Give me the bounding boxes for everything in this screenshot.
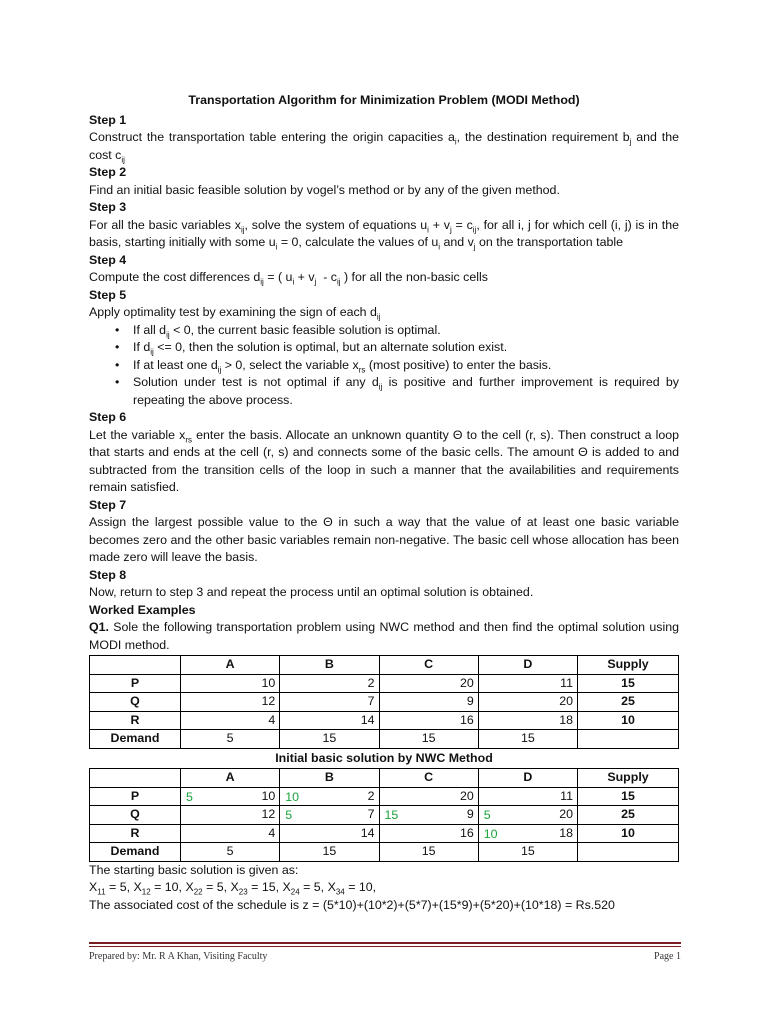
step-2-text: Find an initial basic feasible solution by vogel’s method or by any of the given method. [89,182,560,197]
demand-cell: 15 [379,843,478,862]
header-cell: C [379,656,478,675]
supply-cell: 25 [578,693,679,712]
header-cell [90,656,181,675]
cost-cell: 12 [181,693,280,712]
step-5-bullets [89,322,679,410]
cost-table [89,655,679,749]
step-7-text: Assign the largest possible value to the Θ in such a way that the value of at least one basic variable becomes zero and the other basic variables remain non-negative. The basic cell whose allocation has been made zero will leave the basis. [89,515,679,564]
cost-cell: 10 18 [478,824,577,843]
cost-cell: 15 9 [379,806,478,825]
row-label: R [90,711,181,730]
header-cell: B [280,656,379,675]
demand-cell: 5 [181,843,280,862]
table-row [90,674,679,693]
cost-cell: 20 [478,693,577,712]
footer-rule-thin [89,946,681,947]
empty-cell [578,730,679,749]
demand-row [90,843,679,862]
supply-cell: 10 [578,711,679,730]
step-5-text: Apply optimality test by examining the sign of each $d_{ij}$ [89,305,381,322]
row-label: Demand [90,730,181,749]
cost-cell: 11 [478,674,577,693]
table-header-row [90,656,679,675]
cost-cell: 18 [478,711,577,730]
step-1-heading: Step 1 [89,112,127,127]
row-label: P [90,787,181,806]
cost-cell: 7 [280,693,379,712]
supply-cell: 10 [578,824,679,843]
step-5-heading: Step 5 [89,287,127,302]
table-row [90,693,679,712]
nwc-table [89,768,679,862]
allocation-value: 10 [285,789,300,804]
table-row [90,806,679,825]
supply-cell: 25 [578,806,679,825]
header-cell [90,769,181,788]
cost-cell: 20 [379,787,478,806]
cost-cell: 14 [280,824,379,843]
allocation-value: 10 [483,826,498,841]
header-cell: B [280,769,379,788]
allocation-value: 5 [483,808,491,822]
starting-solution-text: The starting basic solution is given as: [89,862,299,877]
step-1-text: Construct the transportation table entering the origin capacities $a_i$, the destination requirement $b_j$ and the cost $c_{ij}$ [89,130,679,164]
footer-rule [89,942,681,944]
cost-cell: 10 2 [280,787,379,806]
empty-cell [578,843,679,862]
cost-cell: 16 [379,824,478,843]
cost-cell: 11 [478,787,577,806]
header-cell: Supply [578,656,679,675]
nwc-caption: Initial basic solution by NWC Method [275,750,493,765]
step-3-text: For all the basic variables $x_{ij}$, solve the system of equations $u_i + v_j = c_{ij}$, for all i, j for which cell (i, j) is in the basis, starting initially with some $u_i = 0$, calculate the values of $u_i$ and $v_j$ on the transportation table [89,217,679,252]
cost-cell: 10 [181,674,280,693]
header-cell: A [181,769,280,788]
demand-cell: 15 [379,730,478,749]
cost-cell: 20 [379,674,478,693]
document-title: Transportation Algorithm for Minimization Problem (MODI Method) [188,93,580,107]
cost-cell: 4 [181,711,280,730]
step-8-text: Now, return to step 3 and repeat the process until an optimal solution is obtained. [89,585,534,599]
table-row [90,824,679,843]
demand-cell: 15 [280,730,379,749]
bullet-item: • If $d_{ij} <= 0$, then the solution is optimal, but an alternate solution exist. [133,339,679,357]
table-header-row [90,769,679,788]
demand-cell: 15 [280,843,379,862]
step-8-heading: Step 8 [89,567,127,582]
footer-author: Prepared by: Mr. R A Khan, Visiting Faculty [89,951,268,962]
step-6-text: Let the variable $x_{rs}$ enter the basis. Allocate an unknown quantity Θ to the cell (r, s). Then construct a loop that starts and ends at the cell (r, s) and connects some of the basic cells. The amount Θ is added to and subtracted from the transition cells of the loop in such a manner that the availabilities and requirements remain satisfied. [89,427,679,494]
step-4-heading: Step 4 [89,252,127,267]
cost-cell: 2 [280,674,379,693]
cost-cell: 14 [280,711,379,730]
step-2-heading: Step 2 [89,165,127,179]
header-cell: D [478,656,577,675]
bullet-item: • Solution under test is not optimal if any $d_{ij}$ is positive and further improvement is required by repeating the above process. [133,374,679,409]
page-footer [89,951,681,962]
demand-cell: 15 [478,843,577,862]
schedule-cost-text: The associated cost of the schedule is z = (5*10)+(10*2)+(5*7)+(15*9)+(5*20)+(10*18) = Rs.520 [89,897,615,912]
step-4-text: Compute the cost differences $d_{ij}$ = ( $u_i + v_j - c_{ij}$ ) for all the non-basic cells [89,270,488,287]
header-cell: D [478,769,577,788]
cost-cell: 5 20 [478,806,577,825]
row-label: Q [90,806,181,825]
table-row [90,711,679,730]
allocation-value: 5 [285,808,293,822]
step-3-heading: Step 3 [89,200,127,214]
table-row [90,787,679,806]
step-7-heading: Step 7 [89,497,127,512]
demand-cell: 15 [478,730,577,749]
demand-row [90,730,679,749]
row-label: R [90,824,181,843]
bullet-item: • If at least one $d_{ij} > 0$, select the variable $x_{rs}$ (most positive) to enter the basis. [133,357,679,375]
header-cell: A [181,656,280,675]
supply-cell: 15 [578,674,679,693]
row-label: Demand [90,843,181,862]
cost-cell: 5 10 [181,787,280,806]
row-label: Q [90,693,181,712]
demand-cell: 5 [181,730,280,749]
step-6-heading: Step 6 [89,410,127,424]
worked-examples-heading: Worked Examples [89,602,196,617]
header-cell: C [379,769,478,788]
row-label: P [90,674,181,693]
allocation-value: 15 [384,808,399,822]
cost-cell: 5 7 [280,806,379,825]
bullet-item: • If all $d_{ij} < 0$, the current basic feasible solution is optimal. [133,322,679,340]
cost-cell: 16 [379,711,478,730]
basic-variables-line: $X_{11} = 5$, $X_{12} = 10$, $X_{22} = 5$, $X_{23} = 15$, $X_{24} = 5$, $X_{34} = 10$, [89,880,377,897]
supply-cell: 15 [578,787,679,806]
question-1: Q1. Sole the following transportation problem using NWC method and then find the optimal solution using MODI method. [89,620,679,652]
cost-cell: 4 [181,824,280,843]
header-cell: Supply [578,769,679,788]
cost-cell: 9 [379,693,478,712]
allocation-value: 5 [186,789,193,804]
cost-cell: 12 [181,806,280,825]
page-number: Page 1 [654,951,681,962]
